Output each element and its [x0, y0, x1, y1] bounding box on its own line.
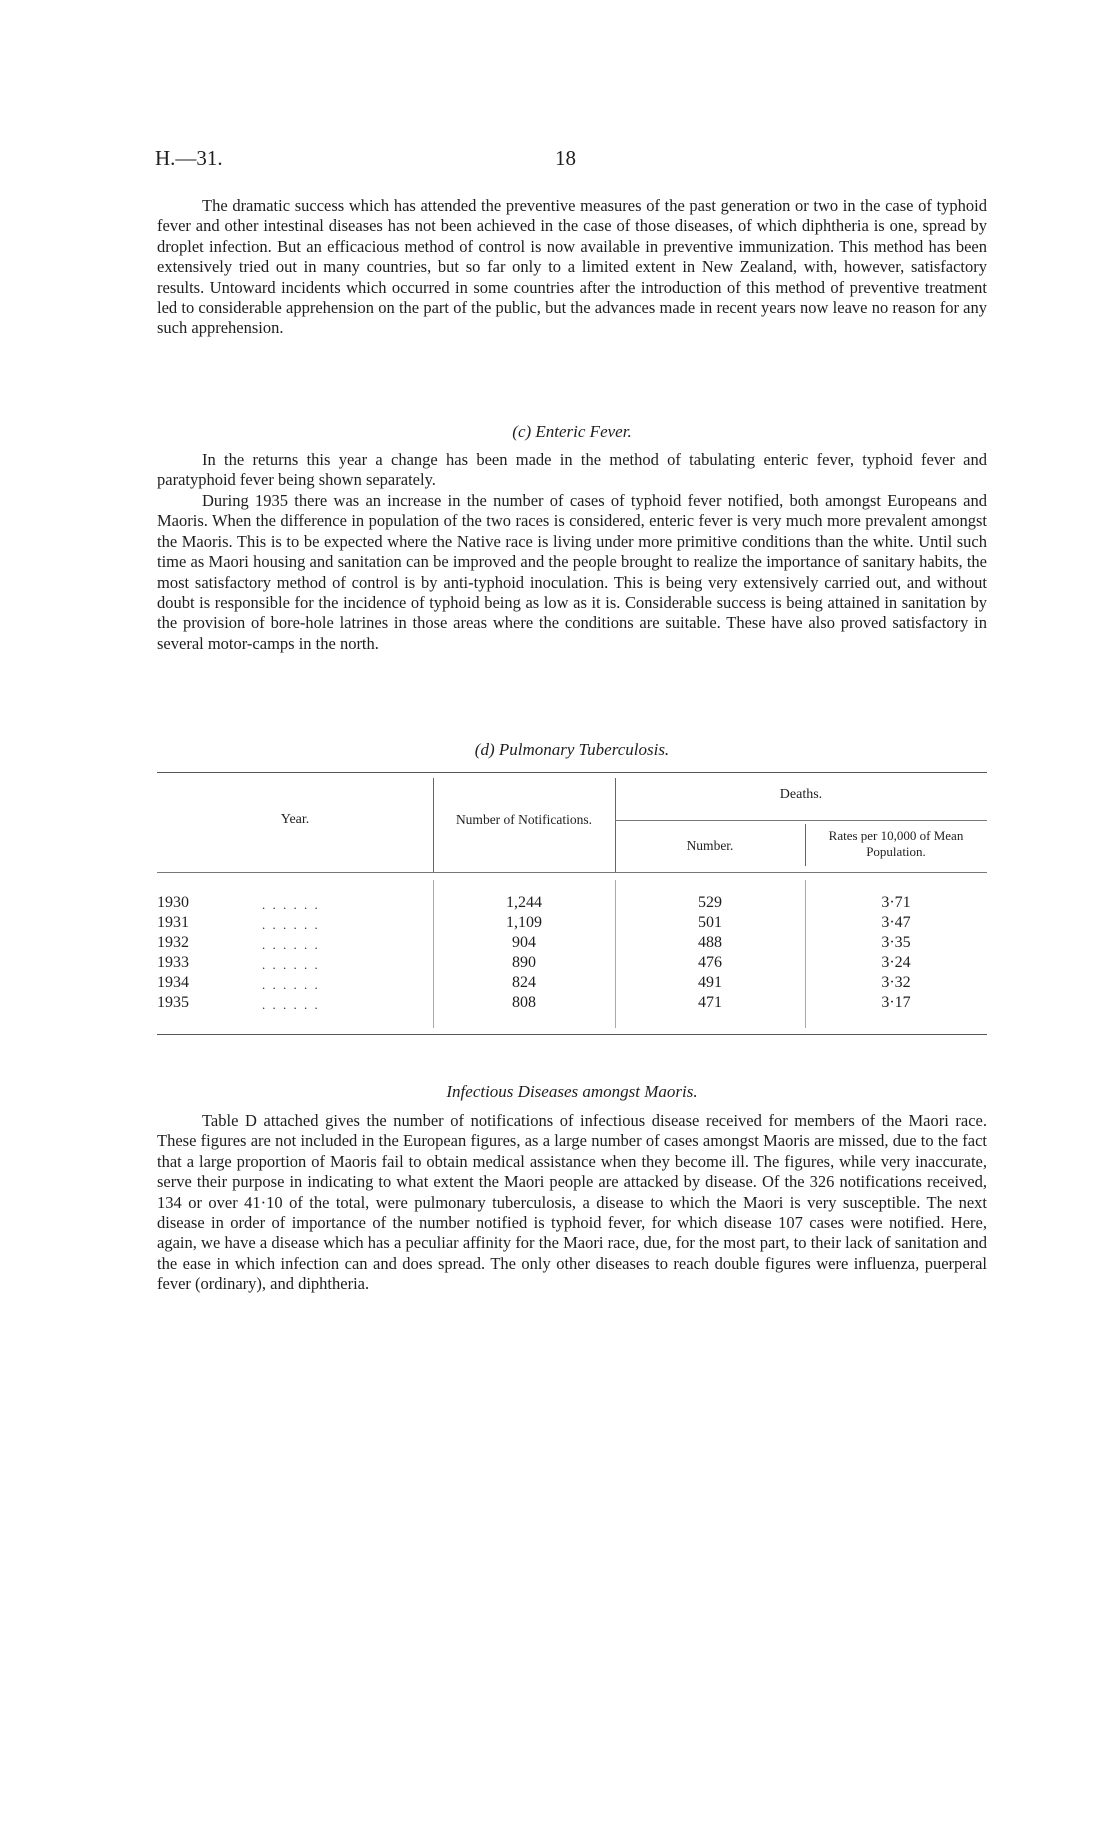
- table-row: [157, 934, 987, 954]
- deaths-cell: 476: [698, 954, 722, 971]
- table-row: [157, 914, 987, 934]
- tuberculosis-heading: (d) Pulmonary Tuberculosis.: [474, 740, 670, 759]
- year-cell: 1934: [157, 974, 189, 991]
- maori-diseases-paragraph: Table D attached gives the number of notifications of infectious disease received for members of the Maori race. These figures are not included in the European figures, as a large number of cases amongst Maoris are missed, due to the fact that a large proportion of Maoris fail to obtain medical assistance when they become ill. The figures, while very inaccurate, serve their purpose in indicating to what extent the Maori people are attacked by disease. Of the 326 notifications received, 134 or over 41·10 of the total, were pulmonary tuberculosis, a disease to which the Maori is very susceptible. The next disease in order of importance of the number notified is typhoid fever, for which disease 107 cases were notified. Here, again, we have a disease which has a peculiar affinity for the Maori race, due, for the most part, to their lack of sanitation and the ease in which infection can and does spread. The only other diseases to reach double figures were influenza, puerperal fever (ordinary), and diphtheria.: [157, 1111, 987, 1294]
- rate-cell: 3·17: [881, 994, 911, 1011]
- year-cell: 1932: [157, 934, 189, 951]
- rate-cell: 3·47: [881, 914, 911, 931]
- maori-diseases-heading: Infectious Diseases amongst Maoris.: [446, 1082, 698, 1101]
- rate-cell: 3·32: [881, 974, 911, 991]
- table-row: [157, 994, 987, 1014]
- enteric-fever-heading: (c) Enteric Fever.: [512, 422, 632, 441]
- column-header-notifications: Number of Notifications.: [455, 812, 593, 827]
- leader-dots: . . . . . .: [262, 977, 320, 992]
- column-header-deaths: Deaths.: [779, 787, 823, 802]
- deaths-cell: 501: [698, 914, 722, 931]
- notifications-cell: 904: [512, 934, 536, 951]
- notifications-cell: 808: [512, 994, 536, 1011]
- rate-cell: 3·35: [881, 934, 911, 951]
- column-header-deaths-rate: Rates per 10,000 of Mean Population.: [828, 828, 964, 859]
- leader-dots: . . . . . .: [262, 937, 320, 952]
- column-header-deaths-number: Number.: [686, 838, 734, 853]
- year-cell: 1930: [157, 894, 189, 911]
- rate-cell: 3·24: [881, 954, 911, 971]
- year-cell: 1933: [157, 954, 189, 971]
- deaths-cell: 471: [698, 994, 722, 1011]
- year-cell: 1931: [157, 914, 189, 931]
- year-cell: 1935: [157, 994, 189, 1011]
- deaths-subheader-rule: [615, 820, 987, 821]
- intro-paragraph: The dramatic success which has attended the preventive measures of the past generation or two in the case of typhoid fever and other intestinal diseases has not been achieved in the case of those diseases, of which diphtheria is one, spread by droplet infection. But an efficacious method of control is now available in preventive immunization. This method has been extensively tried out in many countries, but so far only to a limited extent in New Zealand, with, however, satisfactory results. Untoward incidents which occurred in some countries after the introduction of this method of preventive treatment led to considerable apprehension on the part of the public, but the advances made in recent years now leave no reason for any such apprehension.: [157, 196, 987, 338]
- enteric-paragraph-2: During 1935 there was an increase in the number of cases of typhoid fever notified, both amongst Europeans and Maoris. When the difference in population of the two races is considered, enteric fever is very much more prevalent amongst the Maoris. This is to be expected where the Native race is living under more primitive conditions than the white. Until such time as Maori housing and sanitation can be improved and the people brought to realize the importance of sanitary habits, the most satisfactory method of control is by anti-typhoid inoculation. This is being very extensively carried out, and without doubt is responsible for the incidence of typhoid being as low as it is. Considerable success is being attained in sanitation by the provision of bore-hole latrines in those areas where the conditions are suitable. These have also proved satisfactory in several motor-camps in the north.: [157, 491, 987, 653]
- column-header-year: Year.: [280, 812, 310, 827]
- notifications-cell: 1,109: [506, 914, 542, 931]
- table-top-rule: [157, 772, 987, 773]
- deaths-cell: 529: [698, 894, 722, 911]
- document-reference: H.—31.: [155, 146, 223, 170]
- leader-dots: . . . . . .: [262, 917, 320, 932]
- deaths-cell: 491: [698, 974, 722, 991]
- leader-dots: . . . . . .: [262, 957, 320, 972]
- leader-dots: . . . . . .: [262, 997, 320, 1012]
- page-header: [155, 146, 985, 176]
- table-row: [157, 954, 987, 974]
- tuberculosis-table: [157, 772, 987, 1038]
- enteric-paragraph-1: In the returns this year a change has been made in the method of tabulating enteric fever, typhoid fever and paratyphoid fever being shown separately.: [157, 450, 987, 490]
- table-bottom-rule: [157, 1034, 987, 1035]
- rate-cell: 3·71: [881, 894, 911, 911]
- notifications-cell: 890: [512, 954, 536, 971]
- deaths-cell: 488: [698, 934, 722, 951]
- table-header-rule: [157, 872, 987, 873]
- table-row: [157, 894, 987, 914]
- table-row: [157, 974, 987, 994]
- notifications-cell: 824: [512, 974, 536, 991]
- page-number: 18: [555, 146, 576, 170]
- leader-dots: . . . . . .: [262, 897, 320, 912]
- notifications-cell: 1,244: [506, 894, 542, 911]
